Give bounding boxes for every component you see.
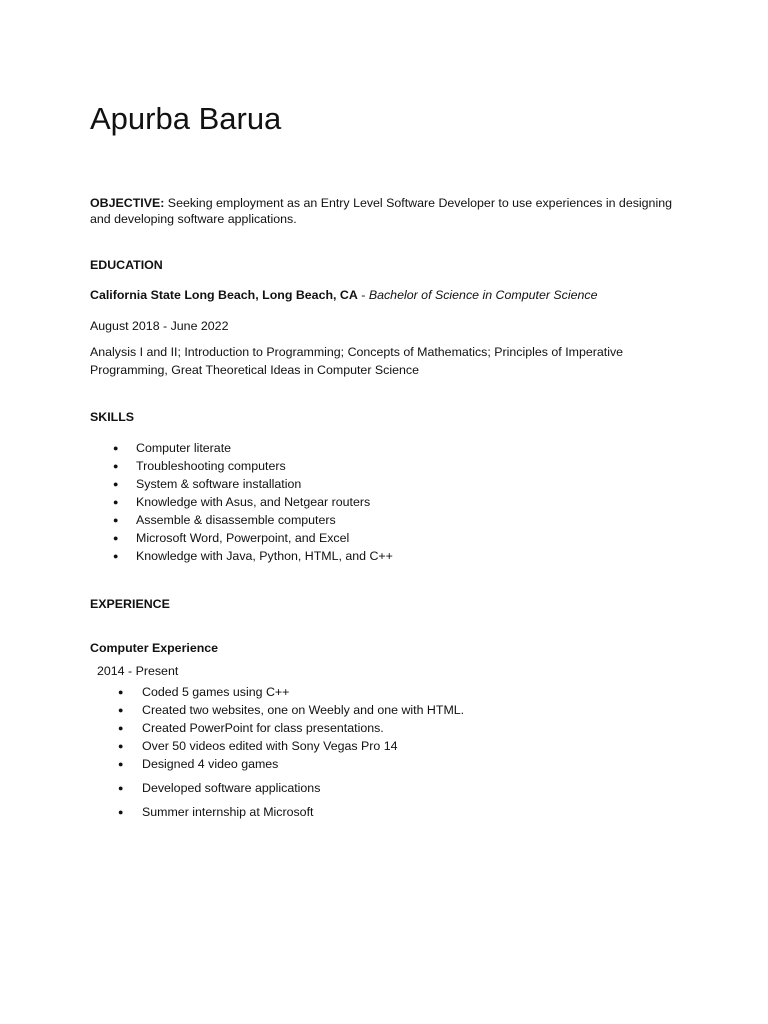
experience-list	[118, 683, 465, 821]
list-item	[118, 683, 464, 701]
education-courses: Analysis I and II; Introduction to Programming; Concepts of Mathematics; Principles of Imperative Programming, Great Theoretical Ideas in Computer Science	[90, 345, 624, 377]
degree-name: Bachelor of Science in Computer Science	[368, 288, 598, 302]
objective-text: Seeking employment as an Entry Level Software Developer to use experiences in designing and developing software applications.	[90, 196, 672, 226]
bullet-icon: ●	[118, 723, 124, 733]
bullet-icon: ●	[118, 759, 124, 769]
experience-text: Summer internship at Microsoft	[142, 805, 314, 819]
experience-text: Designed 4 video games	[142, 757, 279, 771]
skills-heading: SKILLS	[90, 410, 135, 424]
objective-section	[90, 196, 690, 227]
skill-text: Microsoft Word, Powerpoint, and Excel	[136, 531, 350, 545]
list-item	[113, 511, 393, 529]
bullet-icon: ●	[113, 461, 119, 471]
skill-text: Computer literate	[136, 441, 232, 455]
experience-heading: EXPERIENCE	[90, 597, 170, 611]
bullet-icon: ●	[118, 783, 124, 793]
applicant-name: Apurba Barua	[90, 101, 282, 136]
experience-subheading: Computer Experience	[90, 641, 219, 655]
skill-text: Knowledge with Asus, and Netgear routers	[136, 495, 371, 509]
bullet-icon: ●	[113, 533, 119, 543]
experience-text: Over 50 videos edited with Sony Vegas Pro 14	[142, 739, 398, 753]
list-item	[118, 755, 464, 773]
experience-text: Created two websites, one on Weebly and one with HTML.	[142, 703, 465, 717]
skill-text: System & software installation	[136, 477, 302, 491]
list-item	[113, 493, 393, 511]
experience-text: Developed software applications	[142, 781, 321, 795]
bullet-icon: ●	[118, 741, 124, 751]
bullet-icon: ●	[113, 515, 119, 525]
bullet-icon: ●	[118, 807, 124, 817]
list-item	[113, 547, 393, 565]
experience-text: Coded 5 games using C++	[142, 685, 290, 699]
skills-list	[113, 439, 393, 565]
bullet-icon: ●	[113, 551, 119, 561]
experience-text: Created PowerPoint for class presentations.	[142, 721, 384, 735]
education-dates: August 2018 - June 2022	[90, 319, 229, 333]
bullet-icon: ●	[113, 479, 119, 489]
list-item	[113, 439, 393, 457]
bullet-icon: ●	[113, 497, 119, 507]
list-item	[113, 475, 393, 493]
list-item	[118, 779, 464, 797]
skill-text: Assemble & disassemble computers	[136, 513, 336, 527]
skill-text: Troubleshooting computers	[136, 459, 286, 473]
bullet-icon: ●	[118, 705, 124, 715]
list-item	[118, 737, 464, 755]
list-item	[118, 803, 464, 821]
list-item	[113, 529, 393, 547]
list-item	[113, 457, 393, 475]
list-item	[118, 701, 465, 719]
skill-text: Knowledge with Java, Python, HTML, and C++	[136, 549, 393, 563]
education-heading: EDUCATION	[90, 258, 163, 272]
bullet-icon: ●	[118, 687, 124, 697]
school-name: California State Long Beach, Long Beach, CA	[90, 288, 358, 302]
school-separator: -	[357, 288, 369, 302]
bullet-icon: ●	[113, 443, 119, 453]
experience-dates: 2014 - Present	[97, 664, 179, 678]
list-item	[118, 719, 464, 737]
objective-label: OBJECTIVE:	[90, 196, 165, 210]
education-school-line	[90, 288, 598, 303]
